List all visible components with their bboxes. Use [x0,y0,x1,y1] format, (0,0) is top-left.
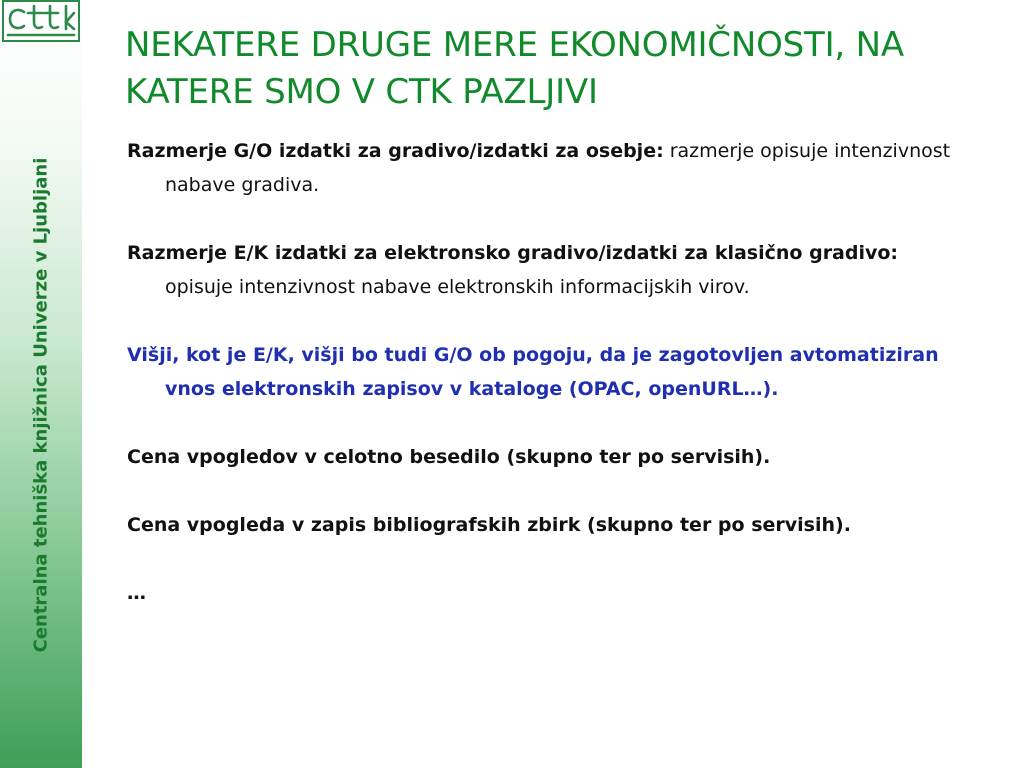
paragraph-ellipsis-text: … [127,582,146,604]
paragraph-highlight-text: Višji, kot je E/K, višji bo tudi G/O ob pogoju, da je zagotovljen avtomatiziran vnos elektronskih zapisov v kataloge (OPAC, openURL…). [127,344,939,400]
paragraph-highlight [127,338,957,406]
slide-content [127,134,957,610]
sidebar-vertical-text: Centralna tehniška knjižnica Univerze v Ljubljani [30,157,52,653]
paragraph-go-ratio-term: Razmerje G/O izdatki za gradivo/izdatki za osebje: [127,140,664,162]
paragraph-go-ratio [127,134,957,202]
paragraph-ek-ratio-desc: opisuje intenzivnost nabave elektronskih informacijskih virov. [165,276,750,298]
paragraph-fulltext-cost [127,440,957,474]
ctk-logo [2,0,80,42]
slide-title: NEKATERE DRUGE MERE EKONOMIČNOSTI, NA KATERE SMO V CTK PAZLJIVI [125,25,904,112]
paragraph-fulltext-cost-text: Cena vpogledov v celotno besedilo (skupno ter po servisih). [127,446,771,468]
paragraph-record-cost [127,508,957,542]
paragraph-go-ratio-desc: razmerje opisuje intenzivnost nabave gradiva. [165,140,951,196]
paragraph-ek-ratio-term: Razmerje E/K izdatki za elektronsko gradivo/izdatki za klasično gradivo: [127,242,899,264]
paragraph-record-cost-text: Cena vpogleda v zapis bibliografskih zbirk (skupno ter po servisih). [127,514,851,536]
paragraph-ellipsis [127,576,957,610]
ctk-logo-mark [4,2,78,40]
sidebar [0,0,82,768]
paragraph-ek-ratio [127,236,957,304]
